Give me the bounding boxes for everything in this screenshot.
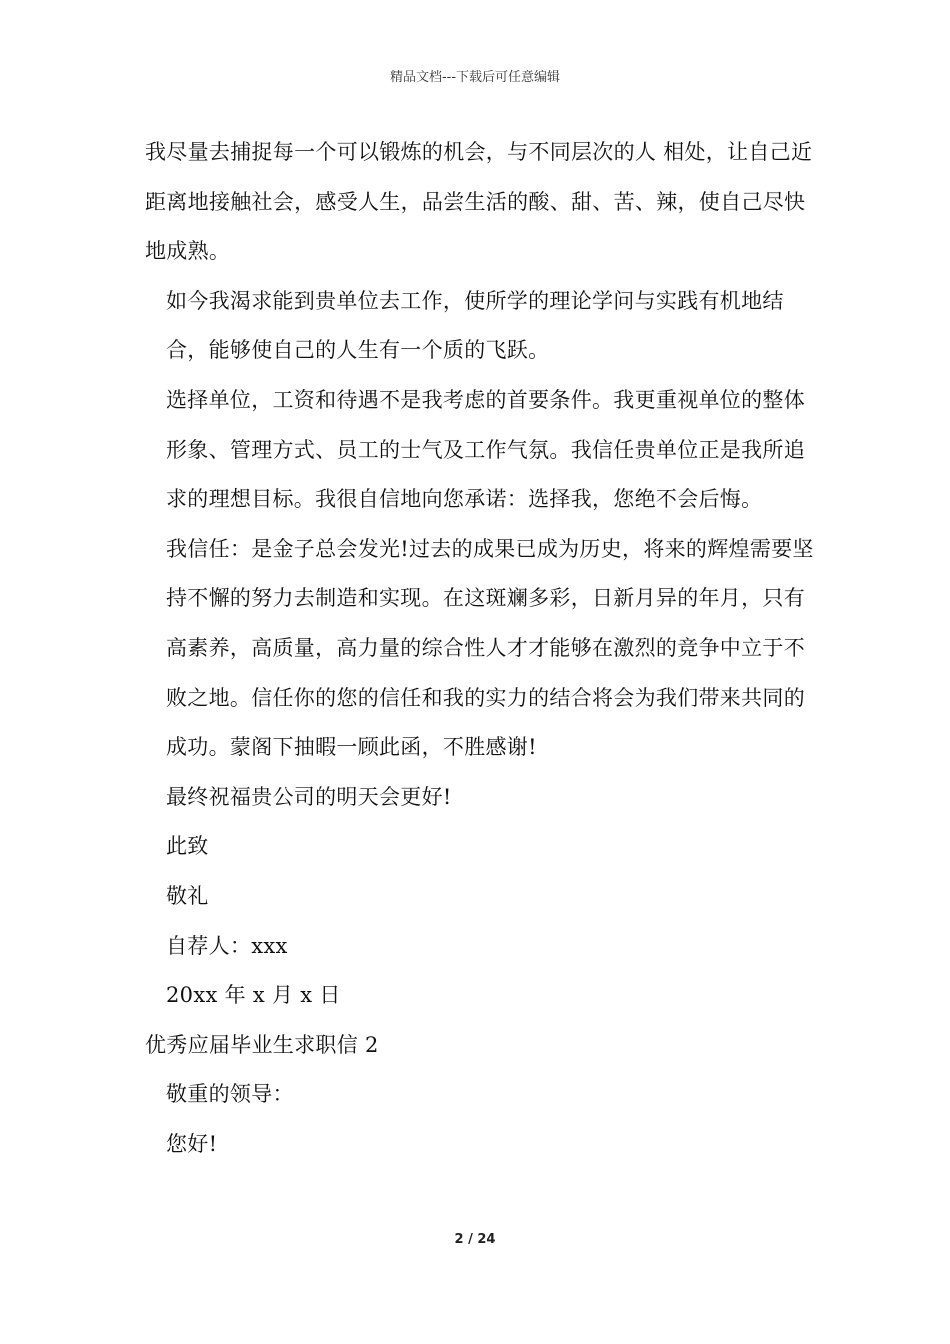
paragraph-experience: 我尽量去捕捉每一个可以锻炼的机会，与不同层次的人 相处，让自己近距离地接触社会，感受人生，品尝生活的酸、甜、苦、辣，使自己尽快地成熟。 xyxy=(145,140,813,264)
signature: 自荐人：xxx xyxy=(166,933,288,958)
section-title: 优秀应届毕业生求职信 2 xyxy=(145,1032,379,1057)
page-header: 精品文档---下载后可任意编辑 xyxy=(389,70,561,85)
closing-salutation: 此致 xyxy=(166,834,209,859)
paragraph-belief: 我信任：是金子总会发光!过去的成果已成为历史，将来的辉煌需要坚持不懈的努力去制造和实现。在这斑斓多彩，日新月异的年月，只有高素养，高质量，高力量的综合性人才才能够在激烈的竞争中立于不败之地。信任你的您的信任和我的实力的结合将会为我们带来共同的成功。蒙阁下抽暇一顾此函，不胜感谢! xyxy=(166,536,814,760)
paragraph-wishes: 最终祝福贵公司的明天会更好! xyxy=(166,784,452,809)
paragraph-aspiration: 如今我渴求能到贵单位去工作，使所学的理论学问与实践有机地结合，能够使自己的人生有一个质的飞跃。 xyxy=(166,288,784,363)
paragraph-choice: 选择单位，工资和待遇不是我考虑的首要条件。我更重视单位的整体形象、管理方式、员工的士气及工作气氛。我信任贵单位正是我所追求的理想目标。我很自信地向您承诺：选择我，您绝不会后悔。 xyxy=(166,387,805,512)
closing-respect: 敬礼 xyxy=(166,883,209,908)
letter-date: 20xx 年 x 月 x 日 xyxy=(166,983,341,1008)
greeting-hello: 您好! xyxy=(166,1131,218,1156)
page-indicator: 2 / 24 xyxy=(454,1232,496,1247)
greeting-addressee: 敬重的领导： xyxy=(166,1082,294,1107)
document-body xyxy=(145,128,825,1169)
